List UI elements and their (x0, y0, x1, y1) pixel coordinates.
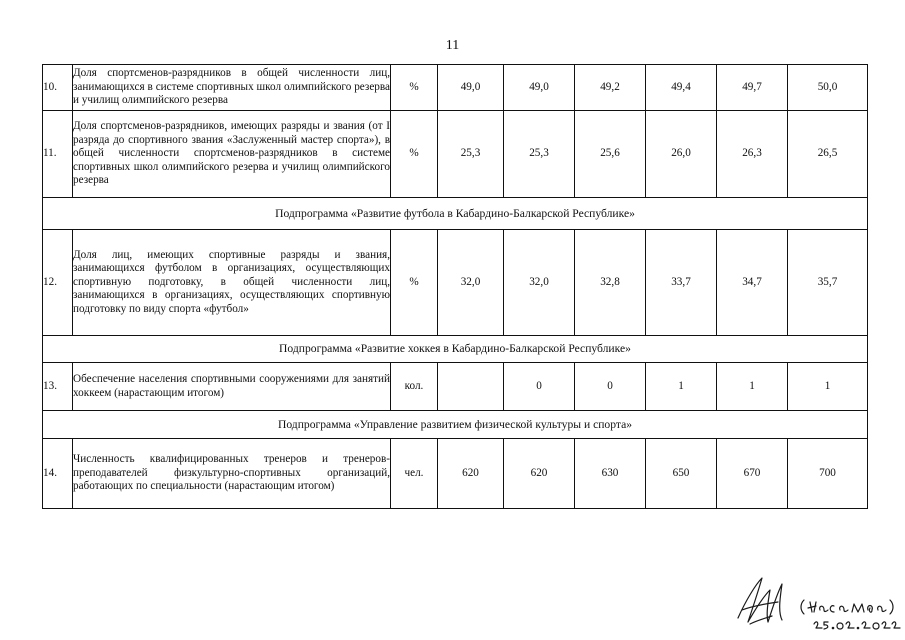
value-cell: 32,0 (438, 230, 504, 336)
value-cell: 0 (504, 363, 575, 411)
value-cell: 620 (504, 439, 575, 509)
value-cell: 25,3 (504, 111, 575, 198)
value-cell: 0 (575, 363, 646, 411)
unit-cell: % (391, 230, 438, 336)
value-cell: 25,3 (438, 111, 504, 198)
unit-cell: % (391, 111, 438, 198)
handwritten-signature (728, 570, 903, 636)
unit-cell: % (391, 65, 438, 111)
value-cell: 49,7 (717, 65, 788, 111)
subprogram-title: Подпрограмма «Развитие хоккея в Кабардино-Балкарской Республике» (43, 336, 868, 363)
value-cell: 49,2 (575, 65, 646, 111)
value-cell: 50,0 (788, 65, 868, 111)
value-cell: 34,7 (717, 230, 788, 336)
unit-cell: чел. (391, 439, 438, 509)
value-cell: 49,4 (646, 65, 717, 111)
unit-cell: кол. (391, 363, 438, 411)
indicator-name: Обеспечение населения спортивными сооружениями для занятий хоккеем (нарастающим итогом) (73, 363, 391, 411)
subprogram-row (43, 336, 868, 363)
table-row (43, 363, 868, 411)
value-cell: 700 (788, 439, 868, 509)
subprogram-title: Подпрограмма «Развитие футбола в Кабардино-Балкарской Республике» (43, 198, 868, 230)
value-cell: 33,7 (646, 230, 717, 336)
indicator-name: Доля лиц, имеющих спортивные разряды и звания, занимающихся футболом в организациях, осуществляющих спортивную подготовку, в общей численности лиц, занимающихся в организациях, осуществляющих спортивную подготовку по виду спорта «футбол» (73, 230, 391, 336)
value-cell: 620 (438, 439, 504, 509)
indicators-table (42, 64, 868, 509)
value-cell: 670 (717, 439, 788, 509)
value-cell: 26,5 (788, 111, 868, 198)
table-row (43, 65, 868, 111)
table-row (43, 230, 868, 336)
value-cell: 32,8 (575, 230, 646, 336)
value-cell: 1 (717, 363, 788, 411)
value-cell: 32,0 (504, 230, 575, 336)
row-number: 12. (43, 230, 73, 336)
value-cell: 1 (646, 363, 717, 411)
page-number: 11 (445, 38, 460, 53)
row-number: 13. (43, 363, 73, 411)
value-cell: 49,0 (438, 65, 504, 111)
indicator-name: Численность квалифицированных тренеров и тренеров-преподавателей физкультурно-спортивных организаций, работающих по специальности (нарастающим итогом) (73, 439, 391, 509)
row-number: 10. (43, 65, 73, 111)
subprogram-row (43, 411, 868, 439)
row-number: 14. (43, 439, 73, 509)
value-cell: 630 (575, 439, 646, 509)
row-number: 11. (43, 111, 73, 198)
value-cell: 35,7 (788, 230, 868, 336)
indicator-name: Доля спортсменов-разрядников в общей численности лиц, занимающихся в системе спортивных школ олимпийского резерва и училищ олимпийского резерва (73, 65, 391, 111)
subprogram-row (43, 198, 868, 230)
value-cell: 650 (646, 439, 717, 509)
subprogram-title: Подпрограмма «Управление развитием физической культуры и спорта» (43, 411, 868, 439)
indicator-name: Доля спортсменов-разрядников, имеющих разряды и звания (от I разряда до спортивного звания «Заслуженный мастер спорта»), в общей численности спортсменов-разрядников в системе спортивных школ олимпийского резерва и училищ олимпийского резерва (73, 111, 391, 198)
value-cell: 25,6 (575, 111, 646, 198)
value-cell: 49,0 (504, 65, 575, 111)
value-cell: 26,0 (646, 111, 717, 198)
table-row (43, 439, 868, 509)
table-row (43, 111, 868, 198)
value-cell: 26,3 (717, 111, 788, 198)
value-cell: 1 (788, 363, 868, 411)
value-cell (438, 363, 504, 411)
